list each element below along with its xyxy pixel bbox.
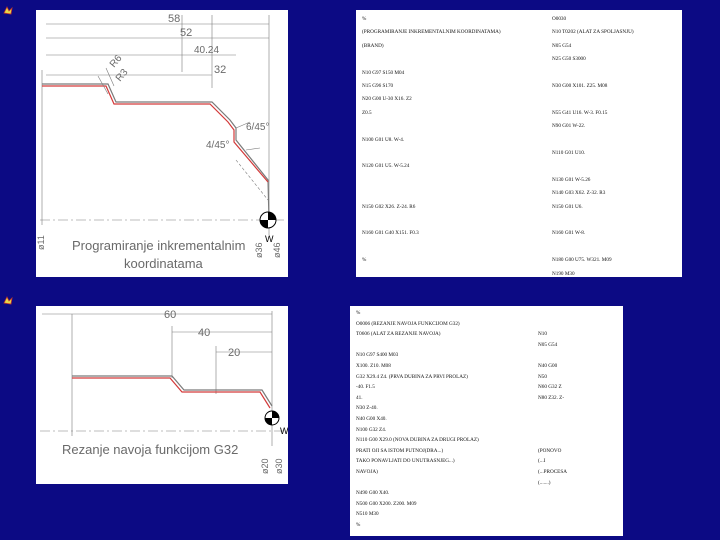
nc-code-line: N190 M30 (552, 270, 575, 277)
nc-code-line: N30 Z-40. (356, 405, 378, 412)
figure-caption-line1: Programiranje inkrementalnim (72, 238, 246, 253)
dim-60: 60 (164, 309, 177, 321)
nc-code-line: N05 G54 (538, 341, 558, 348)
nc-code-line: N180 G00 U75. W321. M09 (552, 257, 612, 264)
nc-code-line: N90 G01 W-22. (552, 123, 586, 130)
nc-code-line: (PROGRAMIRANJE INKREMENTALNIM KOORDINATAMA) (362, 29, 501, 36)
dim-dia-36: ø36 (254, 242, 264, 258)
nc-code-line: N30 G00 X101. Z25. M08 (552, 83, 608, 89)
dim-dia-46: ø46 (272, 242, 282, 258)
dim-r3: R3 (113, 67, 131, 84)
figure-caption: Rezanje navoja funkcijom G32 (62, 442, 239, 457)
nc-code-line: Z0.5 (362, 109, 372, 116)
dim-52: 52 (180, 27, 193, 39)
dim-58: 58 (168, 13, 181, 25)
nc-code-line: N10 T0202 (ALAT ZA SPOLJASNJU) (552, 29, 634, 36)
nc-code-line: N500 G00 X200. Z200. M09 (356, 500, 417, 507)
nc-code-line: N10 G97 S400 M03 (356, 352, 399, 359)
nc-code-line: N10 G97 S150 M04 (362, 69, 405, 76)
nc-code-line: PRATI OJI SA ISTOM PUTNOJ(DRA...) (356, 447, 444, 454)
nc-program-incremental (356, 10, 682, 277)
nc-code-line: % (362, 16, 367, 22)
nc-code-line: N25 G50 S3000 (552, 56, 586, 63)
dim-r6: R6 (107, 53, 125, 70)
nc-code-line: N80 Z32. Z- (538, 394, 565, 401)
nc-code-line: NAVOJA) (356, 469, 378, 475)
nc-code-line: N160 G01 G40 X151. F0.3 (362, 230, 419, 237)
nc-code-line: (...I (538, 458, 546, 465)
nc-code-line: TAKO PONAVLJATI DO UNUTRASNJEG...) (356, 458, 455, 465)
nc-code-line: N130 G01 W-5.26 (552, 176, 591, 183)
workpiece-zero-icon (260, 212, 276, 228)
nc-code-line: N55 G41 U16. W-3. F0.15 (552, 109, 608, 116)
nc-code-line: (BRAND) (362, 42, 384, 49)
nc-code-line: N15 G96 S170 (362, 83, 394, 89)
nc-code-line: O0006 (REZANJE NAVOJA FUNKCIJOM G32) (356, 320, 460, 327)
slide-bullet-icon (3, 5, 13, 15)
nc-code-line: N160 G01 W-8. (552, 230, 586, 237)
figure-caption-line2: koordinatama (124, 256, 203, 271)
nc-code-line: N40 G00 (538, 363, 558, 369)
dim-dia-left: ø11 (36, 235, 46, 250)
nc-code-line: % (356, 522, 361, 528)
radius-leader (98, 76, 108, 94)
nc-code-line: 41. (356, 394, 363, 401)
nc-code-line: N150 G01 U6. (552, 203, 583, 210)
nc-code-line: N110 G01 U10. (552, 150, 586, 156)
part-profile-diagram (36, 10, 288, 277)
nc-code-line: T0606 (ALAT ZA REZANJE NAVOJA) (356, 331, 441, 338)
nc-code-line: N100 G32 Z4. (356, 426, 387, 433)
nc-code-line: X100. Z10. M08 (356, 363, 391, 369)
turning-drawing-incremental (36, 10, 288, 277)
turning-drawing-threading (36, 306, 288, 484)
nc-code-line: N10 (538, 331, 547, 338)
nc-code-line: N50 (538, 373, 547, 380)
nc-code-line: O0030 (552, 16, 567, 22)
nc-code-line: (...PROCESA (538, 469, 567, 475)
nc-code-line: (.......) (538, 479, 551, 486)
nc-code-line: % (356, 310, 361, 316)
nc-code-line: (PONOVO (538, 447, 562, 454)
nc-code-line: -40. F1.5 (356, 384, 375, 391)
slide-bullet-icon (3, 295, 13, 305)
nc-code-line: N100 G01 U8. W-4. (362, 136, 405, 143)
dim-chamfer-6x45: 6/45° (246, 122, 270, 133)
dim-dia-30: ø30 (274, 458, 284, 474)
nc-program-threading (350, 306, 623, 536)
nc-code-line: N20 G00 U-30 X16. Z2 (362, 96, 412, 103)
nc-code-line: G32 X29.4 Z4. (PRVA DUBINA ZA PRVI PROLAZ) (356, 373, 468, 380)
dim-32: 32 (214, 64, 227, 76)
nc-code-line: N510 M30 (356, 511, 379, 518)
dim-40-24: 40.24 (194, 45, 220, 56)
thread-profile-diagram (36, 306, 288, 484)
tool-path (72, 378, 270, 408)
workpiece-zero-icon (265, 411, 279, 425)
nc-code-line: N490 G00 X40. (356, 490, 390, 497)
nc-code-line: N120 G01 U5. W-5.24 (362, 163, 410, 170)
nc-code-line: N110 G00 X29.0 (NOVA DUBINA ZA DRUGI PROLAZ) (356, 437, 479, 444)
nc-code-line: N60 G32 Z (538, 384, 562, 391)
dim-40: 40 (198, 327, 211, 339)
dim-chamfer-4x45: 4/45° (206, 140, 230, 151)
nc-code-line: % (362, 257, 367, 264)
nc-code-line: N140 G03 X62. Z-32. R3 (552, 190, 606, 197)
workpiece-zero-label: W (280, 426, 288, 436)
dim-dia-20: ø20 (260, 458, 270, 474)
tool-path (42, 86, 268, 182)
workpiece-zero-label: W (265, 234, 274, 244)
nc-code-line: N150 G02 X26. Z-24. R6 (362, 203, 416, 210)
nc-code-line: N05 G54 (552, 42, 572, 49)
nc-code-line: N40 G00 X40. (356, 416, 387, 422)
dim-20: 20 (228, 347, 241, 359)
